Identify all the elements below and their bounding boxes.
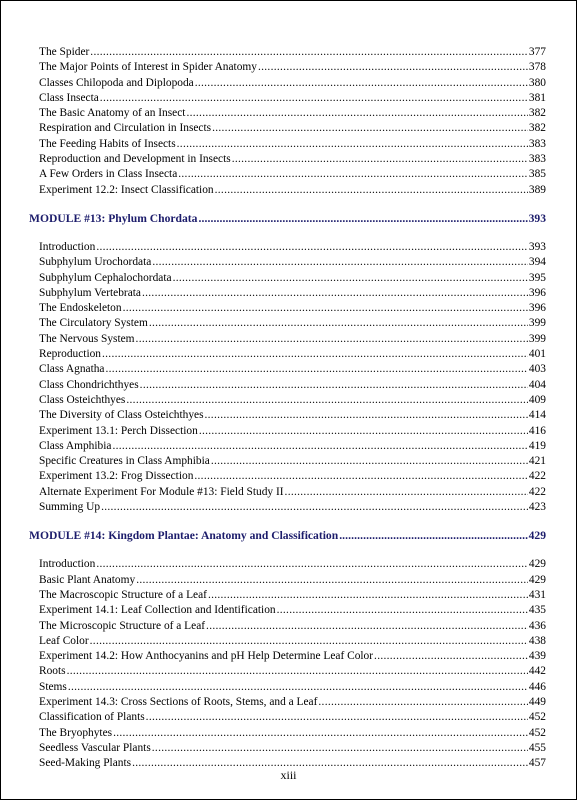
toc-entry-page: 399 [528, 317, 546, 330]
dot-leader [102, 347, 528, 362]
toc-entry-page: 422 [528, 485, 546, 498]
toc-entry[interactable] [29, 500, 546, 515]
toc-entry-page: 377 [528, 46, 546, 58]
dot-leader [339, 527, 527, 545]
toc-entry-page: 419 [528, 439, 546, 452]
toc-entry-page: 457 [528, 757, 546, 770]
toc-entry-page: 389 [528, 183, 546, 196]
toc-entry-title: The Feeding Habits of Insects [39, 137, 176, 150]
toc-entry-title: Subphylum Urochordata [39, 256, 152, 269]
toc-entry-title: Experiment 14.3: Cross Sections of Roots, Stems, and a Leaf [39, 695, 318, 708]
toc-entry-title: Classification of Plants [39, 711, 145, 724]
toc-entry[interactable] [29, 167, 546, 182]
toc-entry[interactable] [29, 255, 546, 270]
toc-entry[interactable] [29, 393, 546, 408]
toc-entry-page: 421 [528, 455, 546, 468]
module-heading-title: MODULE #13: Phylum Chordata [29, 211, 198, 225]
dot-leader [96, 557, 528, 572]
toc-entry-title: Leaf Color [39, 634, 89, 647]
toc-entry-page: 383 [528, 137, 546, 150]
toc-entry[interactable] [29, 741, 546, 756]
toc-entry-page: 382 [528, 122, 546, 135]
toc-entry-title: Reproduction and Development in Insects [39, 153, 231, 166]
dot-leader [186, 106, 527, 121]
toc-entry-page: 403 [528, 363, 546, 376]
toc-entry[interactable] [29, 60, 546, 75]
module-14-heading[interactable] [29, 527, 546, 545]
toc-entry[interactable] [29, 649, 546, 664]
dot-leader [146, 710, 528, 725]
toc-entry-title: The Nervous System [39, 332, 135, 345]
toc-entry[interactable] [29, 664, 546, 679]
toc-entry[interactable] [29, 710, 546, 725]
section-gap [29, 228, 546, 240]
toc-entry-title: Introduction [39, 558, 96, 571]
toc-entry-title: Seedless Vascular Plants [39, 741, 151, 754]
toc-entry[interactable] [29, 573, 546, 588]
dot-leader [140, 378, 528, 393]
toc-entry[interactable] [29, 603, 546, 618]
toc-entry-title: Alternate Experiment For Module #13: Field Study II [39, 485, 284, 498]
toc-entry-title: Seed-Making Plants [39, 757, 132, 770]
toc-entry[interactable] [29, 137, 546, 152]
toc-entry-title: Class Amphibia [39, 439, 112, 452]
toc-entry[interactable] [29, 121, 546, 136]
toc-entry-page: 378 [528, 61, 546, 74]
toc-entry-page: 394 [528, 256, 546, 269]
toc-entry-title: Experiment 12.2: Insect Classification [39, 183, 214, 196]
dot-leader [106, 362, 528, 377]
dot-leader [136, 332, 528, 347]
toc-entry[interactable] [29, 485, 546, 500]
toc-entry-page: 383 [528, 153, 546, 166]
toc-entry-page: 438 [528, 634, 546, 647]
dot-leader [199, 424, 528, 439]
toc-entry[interactable] [29, 301, 546, 316]
dot-leader [96, 240, 528, 255]
module-heading-page: 429 [528, 529, 546, 543]
toc-entry[interactable] [29, 695, 546, 710]
toc-entry-title: Class Agnatha [39, 363, 105, 376]
dot-leader [285, 485, 528, 500]
toc-entry-title: The Spider [39, 46, 90, 58]
toc-entry-page: 396 [528, 286, 546, 299]
toc-entry[interactable] [29, 347, 546, 362]
toc-group-module-14-sections [29, 557, 546, 771]
toc-entry-title: Reproduction [39, 348, 102, 361]
dot-leader [277, 603, 528, 618]
dot-leader [208, 588, 528, 603]
toc-entry-page: 385 [528, 168, 546, 181]
dot-leader [195, 76, 528, 91]
dot-leader [101, 500, 528, 515]
toc-entry[interactable] [29, 424, 546, 439]
toc-entry[interactable] [29, 286, 546, 301]
toc-entry-page: 399 [528, 332, 546, 345]
dot-leader [206, 619, 528, 634]
dot-leader [112, 439, 527, 454]
toc-entry-title: Class Osteichthyes [39, 393, 126, 406]
toc-entry-title: Roots [39, 665, 66, 678]
toc-entry[interactable] [29, 408, 546, 423]
toc-entry-page: 449 [528, 695, 546, 708]
toc-group-module-12-sections [29, 45, 546, 198]
toc-entry[interactable] [29, 106, 546, 121]
toc-entry[interactable] [29, 316, 546, 331]
toc-entry[interactable] [29, 240, 546, 255]
toc-entry-page: 393 [528, 240, 546, 253]
toc-entry[interactable] [29, 588, 546, 603]
dot-leader [152, 255, 528, 270]
toc-entry-page: 395 [528, 271, 546, 284]
dot-leader [152, 741, 528, 756]
toc-entry-page: 381 [528, 91, 546, 104]
dot-leader [149, 316, 528, 331]
toc-entry-title: Experiment 14.2: How Anthocyanins and pH Help Determine Leaf Color [39, 650, 374, 663]
toc-entry-page: 452 [528, 726, 546, 739]
dot-leader [194, 469, 528, 484]
page-number: xiii [280, 768, 297, 782]
toc-entry-page: 422 [528, 470, 546, 483]
toc-entry-title: The Basic Anatomy of an Insect [39, 107, 186, 120]
dot-leader [374, 649, 528, 664]
dot-leader [68, 680, 528, 695]
section-gap [29, 545, 546, 557]
dot-leader [198, 210, 527, 228]
toc-entry-page: 382 [528, 107, 546, 120]
toc-entry-title: Experiment 13.1: Perch Dissection [39, 424, 198, 437]
table-of-contents [29, 45, 546, 771]
toc-entry-title: The Major Points of Interest in Spider Anatomy [39, 61, 257, 74]
toc-entry-title: The Microscopic Structure of a Leaf [39, 619, 206, 632]
toc-entry-page: 436 [528, 619, 546, 632]
toc-entry-page: 414 [528, 409, 546, 422]
toc-entry[interactable] [29, 378, 546, 393]
toc-entry-page: 401 [528, 348, 546, 361]
section-gap [29, 198, 546, 210]
toc-entry-page: 423 [528, 501, 546, 514]
toc-entry-page: 409 [528, 393, 546, 406]
toc-entry-page: 442 [528, 665, 546, 678]
toc-entry-page: 439 [528, 650, 546, 663]
toc-entry-page: 431 [528, 588, 546, 601]
toc-entry-page: 452 [528, 711, 546, 724]
toc-entry-title: Class Insecta [39, 91, 99, 104]
dot-leader [215, 183, 528, 198]
module-13-heading[interactable] [29, 210, 546, 228]
toc-entry-page: 380 [528, 76, 546, 89]
toc-entry-page: 455 [528, 741, 546, 754]
toc-entry[interactable] [29, 439, 546, 454]
toc-entry-title: Basic Plant Anatomy [39, 573, 136, 586]
dot-leader [142, 286, 528, 301]
toc-entry-title: The Endoskeleton [39, 302, 122, 315]
toc-entry-page: 446 [528, 680, 546, 693]
dot-leader [67, 664, 528, 679]
toc-entry-title: Subphylum Cephalochordata [39, 271, 172, 284]
toc-entry[interactable] [29, 271, 546, 286]
toc-entry[interactable] [29, 619, 546, 634]
dot-leader [126, 393, 528, 408]
toc-entry-page: 396 [528, 302, 546, 315]
dot-leader [173, 271, 528, 286]
dot-leader [136, 573, 528, 588]
toc-entry[interactable] [29, 152, 546, 167]
dot-leader [211, 454, 528, 469]
dot-leader [100, 91, 528, 106]
dot-leader [90, 634, 528, 649]
toc-entry-page: 404 [528, 378, 546, 391]
toc-entry-page: 416 [528, 424, 546, 437]
toc-entry-page: 435 [528, 604, 546, 617]
toc-entry-title: Classes Chilopoda and Diplopoda [39, 76, 194, 89]
toc-entry-page: 429 [528, 558, 546, 571]
toc-entry-title: Subphylum Vertebrata [39, 286, 141, 299]
toc-entry[interactable] [29, 469, 546, 484]
dot-leader [205, 408, 528, 423]
module-heading-title: MODULE #14: Kingdom Plantae: Anatomy and Classification [29, 529, 339, 543]
toc-entry[interactable] [29, 362, 546, 377]
toc-entry-title: Stems [39, 680, 67, 693]
module-heading-page: 393 [528, 211, 546, 225]
toc-entry[interactable] [29, 45, 546, 60]
section-gap [29, 515, 546, 527]
toc-entry-title: Summing Up [39, 501, 101, 514]
toc-entry-title: Class Chondrichthyes [39, 378, 139, 391]
toc-group-module-13-sections [29, 240, 546, 515]
toc-entry[interactable] [29, 454, 546, 469]
toc-entry[interactable] [29, 91, 546, 106]
toc-entry[interactable] [29, 680, 546, 695]
dot-leader [113, 726, 528, 741]
toc-entry-title: Introduction [39, 240, 96, 253]
dot-leader [178, 167, 528, 182]
dot-leader [318, 695, 528, 710]
toc-entry-title: A Few Orders in Class Insecta [39, 168, 178, 181]
dot-leader [90, 45, 528, 60]
toc-entry-title: Experiment 14.1: Leaf Collection and Identification [39, 604, 276, 617]
dot-leader [177, 137, 528, 152]
toc-entry-title: Specific Creatures in Class Amphibia [39, 455, 210, 468]
dot-leader [123, 301, 528, 316]
toc-entry[interactable] [29, 634, 546, 649]
toc-entry[interactable] [29, 557, 546, 572]
toc-entry-title: Respiration and Circulation in Insects [39, 122, 212, 135]
toc-entry-title: The Bryophytes [39, 726, 113, 739]
toc-entry[interactable] [29, 183, 546, 198]
toc-entry-title: The Diversity of Class Osteichthyes [39, 409, 204, 422]
toc-entry-title: Experiment 13.2: Frog Dissection [39, 470, 194, 483]
toc-entry[interactable] [29, 726, 546, 741]
dot-leader [212, 121, 528, 136]
toc-entry[interactable] [29, 76, 546, 91]
toc-entry[interactable] [29, 332, 546, 347]
toc-entry-title: The Circulatory System [39, 317, 148, 330]
toc-entry-title: The Macroscopic Structure of a Leaf [39, 588, 207, 601]
toc-entry-page: 429 [528, 573, 546, 586]
dot-leader [232, 152, 528, 167]
dot-leader [258, 60, 528, 75]
